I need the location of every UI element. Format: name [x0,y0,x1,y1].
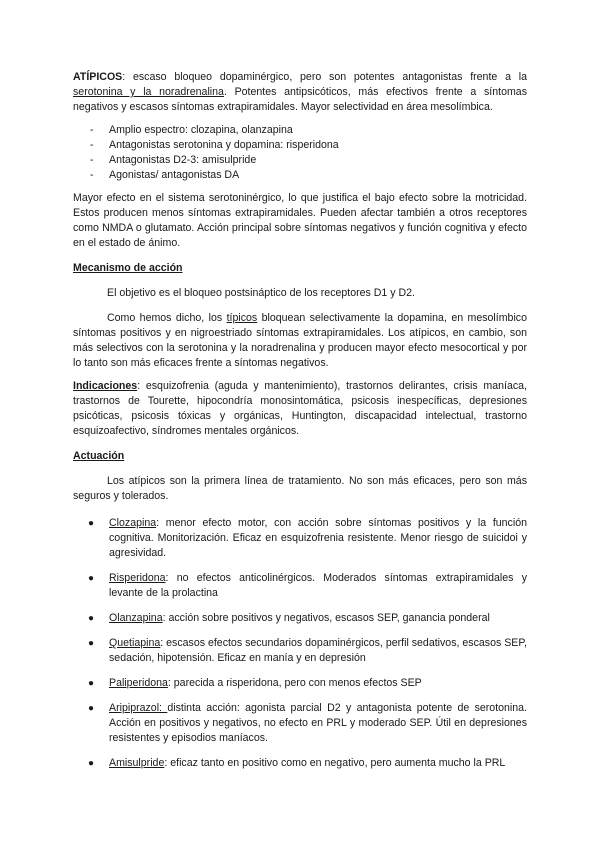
list-item [73,138,527,153]
drug-name: Olanzapina [109,612,163,624]
mecanismo-heading: Mecanismo de acción [73,262,183,274]
drug-text: : escasos efectos secundarios dopaminérgicos, perfil sedativos, escasos SEP, sedación, hipotensión. Eficaz en manía y en depresión [109,637,527,664]
dash-list [73,123,527,183]
tipicos-underlined: típicos [226,312,258,324]
list-item [73,123,527,138]
efecto-paragraph: Mayor efecto en el sistema serotoninérgico, lo que justifica el bajo efecto sobre la motricidad. Estos producen menos síntomas extrapiramidales. Pueden afectar también a otros receptores como NMDA o glutamato. Acción principal sobre síntomas negativos y función cognitiva y efecto en el estado de ánimo. [73,192,527,249]
dash-marker: - [90,139,94,151]
bullet-marker: ● [88,613,95,624]
mecanismo-text-a: Como hemos dicho, los [107,312,227,324]
actuacion-heading: Actuación [73,450,125,462]
list-item-text: Antagonistas serotonina y dopamina: risperidona [109,139,339,151]
dash-marker: - [90,169,94,181]
drug-text: distinta acción: agonista parcial D2 y antagonista potente de serotonina. Acción en positivos y negativos, no efecto en PRL y moderado SEP. Útil en depresiones resistentes y episodios maníacos. [109,702,528,744]
drug-text: : menor efecto motor, con acción sobre síntomas positivos y la función cognitiva. Monitorización. Eficaz en esquizofrenia resistente. Menor riesgo de suicidoi y agresividad. [109,517,527,559]
indicaciones-paragraph [73,379,527,439]
drug-text: : parecida a risperidona, pero con menos efectos SEP [167,677,422,689]
list-item [73,153,527,168]
drug-name: Paliperidona [109,677,168,689]
bullet-marker: ● [88,678,95,689]
list-item [73,571,527,601]
list-item [73,516,527,561]
mecanismo-text-b: bloquean selectivamente la dopamina, en mesolímbico síntomas positivos y en nigroestriado síntomas extrapiramidales. Los atípicos, en cambio, son más selectivos con la serotonina y la noradrenalina y producen mayor efecto mesocortical y por lo tanto son más eficaces frente a síntomas negativos. [73,312,527,369]
atipicos-term: ATÍPICOS [73,71,123,83]
list-item [73,636,527,666]
list-item [73,701,527,746]
list-item [73,676,527,691]
drug-name: Amisulpride [109,757,165,769]
bullet-marker: ● [88,703,95,714]
actuacion-intro: Los atípicos son la primera línea de tratamiento. No son más eficaces, pero son más seguros y tolerados. [73,475,527,502]
drug-name: Aripiprazol: [109,702,168,714]
bullet-marker: ● [88,518,95,529]
bullet-marker: ● [88,758,95,769]
list-item [73,168,527,183]
atipicos-text-2: . Potentes antipsicóticos, más efectivos frente a síntomas negativos y escasos síntomas extrapiramidales. Mayor selectividad en área mesolímbica. [73,86,527,113]
mecanismo-paragraph-1: El objetivo es el bloqueo postsináptico de los receptores D1 y D2. [107,287,415,299]
dash-marker: - [90,154,94,166]
drug-list [73,516,527,771]
list-item [73,756,527,771]
bullet-marker: ● [88,638,95,649]
indicaciones-term: Indicaciones [73,380,138,392]
drug-name: Quetiapina [109,637,161,649]
indicaciones-text: : esquizofrenia (aguda y mantenimiento), trastornos delirantes, crisis maníaca, trastornos de Tourette, hipocondría monosintomática, psicosis inespecíficas, depresiones psicóticas, psicosis tóxicas y orgánicas, Huntington, discapacidad intelectual, trastorno esquizoafectivo, síndromes mentales orgánicos. [73,380,527,437]
list-item-text: Amplio espectro: clozapina, olanzapina [109,124,293,136]
atipicos-paragraph [73,70,527,115]
list-item-text: Antagonistas D2-3: amisulpride [109,154,257,166]
atipicos-text-1: : escaso bloqueo dopaminérgico, pero son potentes antagonistas frente a la [122,71,527,83]
drug-name: Clozapina [109,517,157,529]
dash-marker: - [90,124,94,136]
document-page [73,70,527,781]
drug-text: : no efectos anticolinérgicos. Moderados síntomas extrapiramidales y levante de la prolactina [109,572,527,599]
drug-text: : eficaz tanto en positivo como en negativo, pero aumenta mucho la PRL [164,757,506,769]
bullet-marker: ● [88,573,95,584]
atipicos-underlined-text: serotonina y la noradrenalina [73,86,224,98]
drug-text: : acción sobre positivos y negativos, escasos SEP, ganancia ponderal [162,612,490,624]
drug-name: Risperidona [109,572,166,584]
list-item-text: Agonistas/ antagonistas DA [109,169,240,181]
mecanismo-paragraph-2 [73,311,527,371]
list-item [73,611,527,626]
